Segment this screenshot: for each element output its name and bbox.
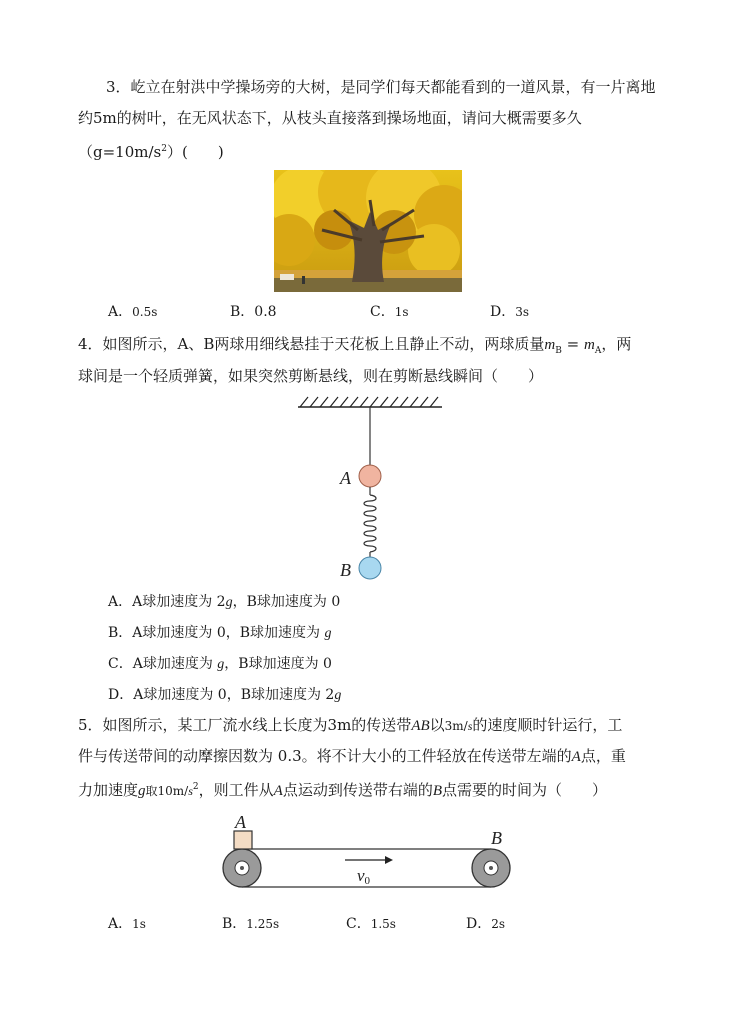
q4-line-1: 4．如图所示，A、B两球用细线悬挂于天花板上且静止不动，两球质量$m_B = m_A$，两	[78, 335, 632, 356]
q5-option-a: A．1s	[108, 916, 146, 932]
q4-option-d: D．A球加速度为 0，B球加速度为 2g	[108, 687, 342, 703]
q5-option-c: C．1.5s	[346, 916, 396, 932]
q3-line-3: $(g=10m/s^2)$( )	[78, 143, 224, 161]
q3-line-2: 约5m的树叶，在无风状态下，从枝头直接落到操场地面，请问大概需要多久	[78, 109, 582, 127]
q4-option-a: A．A球加速度为 2g，B球加速度为 0	[108, 594, 341, 610]
ginkgo-tree-photo	[274, 170, 462, 292]
label-a: A	[235, 812, 246, 832]
q5-option-d: D．2s	[466, 916, 506, 932]
q5-line-3: 力加速度g取$10m/s^2$，则工件从A点运动到传送带右端的B点需要的时间为（ ）	[78, 781, 608, 799]
q4-line-2: 球间是一个轻质弹簧，如果突然剪断悬线，则在剪断悬线瞬间（ ）	[78, 367, 544, 385]
q4-option-c: C．A球加速度为 g，B球加速度为 0	[108, 656, 332, 672]
q4-option-b: B．A球加速度为 0，B球加速度为 g	[108, 625, 332, 641]
q3-option-a: A．0.5s	[108, 304, 158, 320]
ceiling-hatch	[298, 397, 442, 407]
workpiece-block	[234, 831, 252, 849]
label-b: B	[491, 828, 502, 848]
q3-option-b: B．0.8	[230, 304, 277, 320]
ball-b	[359, 557, 381, 579]
q5-option-b: B．1.25s	[222, 916, 280, 932]
q5-line-2: 件与传送带间的动摩擦因数为 0.3。将不计大小的工件轻放在传送带左端的A点，重	[78, 747, 626, 765]
label-a: A	[340, 468, 351, 488]
velocity-label: v0	[357, 866, 371, 887]
q5-line-1: 5．如图所示，某工厂流水线上长度为3m的传送带AB以3m/s的速度顺时针运行，工	[78, 716, 623, 734]
ball-a	[359, 465, 381, 487]
spring	[364, 495, 376, 552]
spring-balls-diagram	[290, 392, 460, 587]
q3-option-c: C．1s	[370, 304, 409, 320]
q3-line-1: 3．屹立在射洪中学操场旁的大树，是同学们每天都能看到的一道风景，有一片离地	[106, 78, 656, 96]
conveyor-belt-diagram	[215, 808, 520, 893]
label-b: B	[340, 560, 351, 580]
q3-option-d: D．3s	[490, 304, 530, 320]
